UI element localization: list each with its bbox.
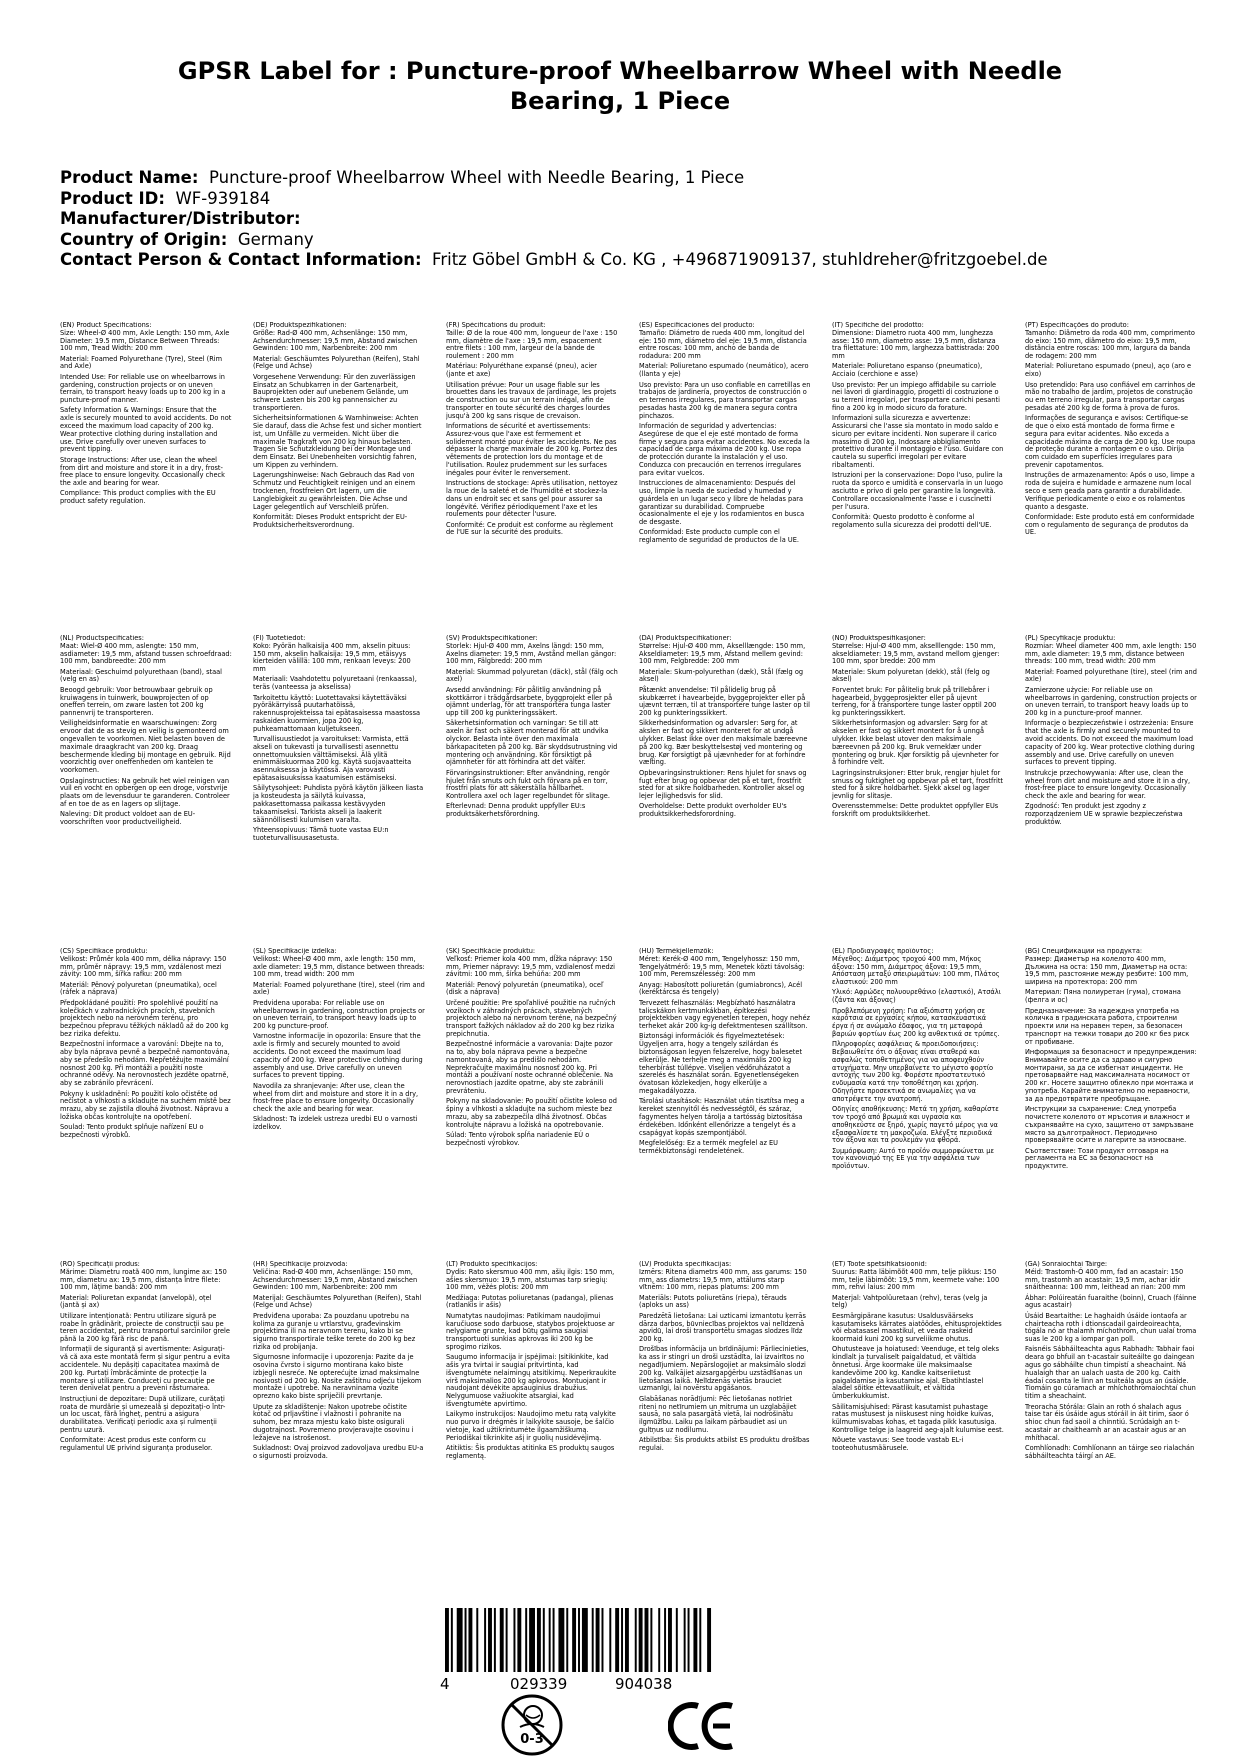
lang-paragraph: Utilizare intenționată: Pentru utilizare sigură pe roabe în grădinărit, proiecte de construcții sau pe teren accidentat, pentru transportul sarcinilor grele până la 200 kg fără risc de pană. — [60, 1311, 230, 1344]
barcode-bar — [668, 1608, 672, 1672]
lang-paragraph: Vorgesehene Verwendung: Für den zuverlässigen Einsatz an Schubkarren in der Gartenarbeit, Bauprojekten oder auf unebenem Gelände, um schwere Lasten bis 200 kg pannensicher zu transportieren. — [253, 372, 416, 412]
lang-paragraph: Πληροφορίες ασφάλειας & προειδοποιήσεις: Βεβαιωθείτε ότι ο άξονας είναι σταθερά και ασφαλώς τοποθετημένος για να αποφευχθούν ατυχήματα. Μην υπερβαίνετε το μέγιστο φορτίο αντοχής των 200 kg. Φορέστε προστατευτικό ενδυμασία κατά την τοποθέτηση και χρήση. Οδηγήστε προσεκτικά σε ανωμαλίες για να αποτρέψετε την ανατροπή. — [832, 1040, 994, 1103]
lang-block-hr — [253, 1261, 425, 1463]
contact-value: Fritz Göbel GmbH & Co. KG , +496871909137, stuhldreher@fritzgoebel.de — [432, 250, 1048, 269]
lang-paragraph: Numatytas naudojimas: Patikimam naudojimui karučiuose sodo darbuose, statybos projektuose ar nelygiame grunte, kad būtų galima saugiai transportuoti sunkias apkrovas iki 200 kg be sprogimo rizikos. — [446, 1311, 615, 1351]
lang-spec-heading: (FR) Spécifications du produit: Taille: Ø de la roue 400 mm, longueur de l'axe : 150 mm, diamètre de l'axe : 19,5 mm, espacement entre filets : 100 mm, largeur de la bande de roulement : 200 mm — [446, 322, 618, 361]
barcode-bar — [537, 1608, 541, 1672]
lang-block-fi — [253, 635, 425, 845]
lang-block-el — [832, 948, 1004, 1174]
barcode-bar — [488, 1608, 492, 1672]
lang-paragraph: Materiale: Poliuretano espanso (pneumatico), Acciaio (cerchione e asse) — [832, 362, 983, 379]
lang-paragraph: Navodila za shranjevanje: After use, clean the wheel from dirt and moisture and store it in a dry, frost-free place to ensure longevity. Occasionally check the axle and bearing for wear. — [253, 1081, 419, 1114]
manufacturer-label: Manufacturer/Distributor: — [60, 209, 301, 228]
barcode-bar — [484, 1608, 486, 1672]
lang-block-ga — [1025, 1261, 1197, 1463]
lang-paragraph: Upute za skladištenje: Nakon upotrebe očistite kotač od prljavštine i vlažnosti i pohranite na suhom, bez mraza mjestu kako biste osigurali dugotrajnost. Povremeno provjeravajte osovinu i ležajeve na istrošenost. — [253, 1402, 414, 1442]
lang-paragraph: Varnostne informacije in opozorila: Ensure that the axle is firmly and securely mounted to avoid accidents. Do not exceed the maximum load capacity of 200 kg. Wear protective clothing during assembly and use. Drive carefully on uneven surfaces to prevent tipping. — [253, 1032, 423, 1080]
lang-paragraph: Overholdelse: Dette produkt overholder EU's produktsikkerhedsforordning. — [639, 802, 787, 819]
lang-paragraph: Sikkerhetsinformasjon og advarsler: Sørg for at akselen er fast og sikkert montert for å unngå ulykker. Ikke belast utover den maksimale bæreevnen på 200 kg. Bruk verneklær under montering og bruk. Kjør forsiktig på ujevnheter for å forhindre velt. — [832, 719, 999, 767]
lang-paragraph: Uso pretendido: Para uso confiável em carrinhos de mão no trabalho de jardim, projetos de construção ou em terreno irregular, para transportar cargas pesadas até 200 kg de forma à prova de furos. — [1025, 380, 1196, 412]
country-label: Country of Origin: — [60, 229, 228, 249]
lang-paragraph: Efterlevnad: Denna produkt uppfyller EU:s produktsäkerhetsförordning. — [446, 802, 586, 819]
country-value: Germany — [237, 229, 314, 249]
barcode-bar — [615, 1608, 619, 1672]
product-id-value: WF-939184 — [175, 188, 271, 208]
lang-block-ro — [60, 1261, 232, 1455]
lang-block-no — [832, 635, 1004, 822]
product-name-row — [60, 168, 1200, 189]
lang-block-it — [832, 322, 1004, 532]
lang-paragraph: Materiale: Skum-polyurethan (dæk), Stål (fælg og aksel) — [639, 667, 804, 684]
lang-block-fr — [446, 322, 618, 540]
lang-paragraph: Medžiaga: Putotas poliuretanas (padanga), plienas (ratlankis ir ašis) — [446, 1293, 614, 1310]
lang-paragraph: Materijal: Geschäumtes Polyurethan (Reifen), Stahl (Felge und Achse) — [253, 1293, 422, 1310]
lang-block-hu — [639, 948, 811, 1158]
lang-paragraph: Konformität: Dieses Produkt entspricht der EU-Produktsicherheitsverordnung. — [253, 512, 408, 529]
barcode-bar — [468, 1608, 472, 1672]
lang-paragraph: Úsáid Beartaithe: Le haghaidh úsáide iontaofa ar chairteacha roth i dtionscadail gairdeoireachta, tógála nó ar thalamh míchothrom, chun ualaí troma suas le 200 kg a iompar gan poll. — [1025, 1311, 1197, 1344]
lang-spec-heading: (DA) Produktspecifikationer: Størrelse: Hjul-Ø 400 mm, Akselllængde: 150 mm, Akseldiameter: 19,5 mm, Afstand mellem gevind: 100 mm, Felgbredde: 200 mm — [639, 635, 806, 666]
lang-paragraph: Nõuete vastavus: See toode vastab EL-i tooteohutusmäärusele. — [832, 1436, 964, 1453]
lang-spec-heading: (RO) Specificații produs: Mărime: Diametru roată 400 mm, lungime ax: 150 mm, diametru ax: 19,5 mm, distanța între filete: 100 mm, lățime bandă: 200 mm — [60, 1261, 227, 1292]
lang-paragraph: Naleving: Dit product voldoet aan de EU-voorschriften voor productveiligheid. — [60, 810, 196, 827]
lang-spec-heading: (NL) Productspecificaties: Maat: Wiel-Ø 400 mm, aslengte: 150 mm, asdiameter: 19,5 mm, afstand tussen schroefdraad: 100 mm, bandbreedte: 200 mm — [60, 635, 232, 666]
lang-block-sv — [446, 635, 618, 822]
lang-paragraph: Informații de siguranță și avertismente: Asigurați-vă că axa este montată ferm și sigur pentru a evita accidentele. Nu depășiți capacitatea maximă de 200 kg. Purtați îmbrăcăminte de protecție la montare și utilizare. Conduceți cu precauție pe teren denivelat pentru a preveni răsturnarea. — [60, 1345, 230, 1393]
lang-paragraph: Förvaringsinstruktioner: Efter användning, rengör hjulet från smuts och fukt och förvara på en torr, frostfri plats för att säkerställa hållbarhet. Kontrollera axel och lager regelbundet för slitage. — [446, 768, 610, 801]
lang-paragraph: Tárolási utasítások: Használat után tisztítsa meg a kereket szennyitől és nedvességtől, és száraz, fagymentes helyen tárolja a tartósság biztosítása érdekében. Időnként ellenőrizze a tengelyt és a csapágyat kopás szempontjából. — [639, 1097, 805, 1137]
barcode-bar — [517, 1608, 521, 1672]
lang-paragraph: Säkerhetsinformation och varningar: Se till att axeln är fast och säkert monterad för att undvika olyckor. Belasta inte över den maximala bärkapaciteten på 200 kg. Bär skyddsutrustning vid montering och användning. Kör försiktigt på ojämnheter för att förhindra att det välter. — [446, 719, 618, 767]
lang-spec-heading: (HU) Termékjellemzők: Méret: Kerék-Ø 400 mm, Tengelyhossz: 150 mm, Tengelyátmérő: 19,5 mm, Menetek közti távolság: 100 mm, Peremszélesség: 200 mm — [639, 948, 805, 979]
lang-paragraph: Material: Poliuretano espumado (pneu), aço (aro e eixo) — [1025, 362, 1192, 379]
lang-spec-heading: (HR) Specifikacije proizvoda: Veličina: Rad-Ø 400 mm, Achsenlänge: 150 mm, Achsendurchmesser: 19,5 mm, Abstand zwischen Gewinden: 100 mm, Narbenbreite: 200 mm — [253, 1261, 418, 1292]
barcode-bar — [578, 1608, 580, 1672]
barcode-bar — [635, 1608, 637, 1672]
lang-paragraph: Materiał: Foamed polyurethane (tire), steel (rim and axle) — [1025, 667, 1197, 684]
lang-paragraph: Opslaginstructies: Na gebruik het wiel reinigen van vuil en vocht en opbergen op een droge, vorstvrije plaats om de levensduur te garanderen. Controleer af en toe de as en lagers op slijtage. — [60, 776, 230, 808]
lang-paragraph: Atitiktis: Šis produktas atitinka ES produktų saugos reglamentą. — [446, 1444, 615, 1460]
lang-paragraph: Předpokládané použití: Pro spolehlivé použití na kolečkách v zahradnických pracích, stavebních projektech nebo na nerovném terénu, pro bezpečnou přepravu těžkých nákladů až do 200 kg bez rizika defektu. — [60, 998, 229, 1038]
lang-paragraph: Drošības informācija un brīdinājumi: Pārliecinieties, ka ass ir stingri un droši uzstādīta, lai izvairītos no negadījumiem. Nepārslogojiet ar maksimālo slodzi 200 kg. Valkājiet aizsargapģērbu uzstādīšanas un lietošanas laikā. Nelīdzenās vietās brauciet uzmanīgi, lai novērstu apgāšanos. — [639, 1345, 809, 1393]
barcode-bar — [572, 1608, 576, 1672]
lang-paragraph: Soulad: Tento produkt splňuje nařízení EU o bezpečnosti výrobků. — [60, 1123, 204, 1140]
barcode-bar — [445, 1608, 449, 1672]
barcode-digits-right: 904038 — [615, 1675, 673, 1693]
lang-block-nl — [60, 635, 232, 829]
barcode-bar — [688, 1608, 690, 1672]
barcode-bar — [525, 1608, 527, 1672]
barcode-bar — [494, 1608, 496, 1672]
product-info — [60, 168, 1200, 271]
product-name-label: Product Name: — [60, 168, 199, 187]
lang-paragraph: Informations de sécurité et avertissements: Assurez-vous que l'axe est fermement et solidement monté pour éviter les accidents. Ne pas dépasser la charge maximale de 200 kg. Portez des vêtements de protection lors du montage et de l'utilisation. Roulez prudemment sur les surfaces inégales pour éviter le renversement. — [446, 422, 618, 477]
ce-mark-icon — [668, 1700, 736, 1752]
lang-block-et — [832, 1261, 1004, 1455]
lang-paragraph: Información de seguridad y advertencias: Asegúrese de que el eje esté montado de forma firme y segura para evitar accidentes. No exceda la capacidad de carga máxima de 200 kg. Use ropa de protección durante la instalación y el uso. Conduzca con precaución en terrenos irregulares para evitar vuelcos. — [639, 422, 810, 477]
lang-paragraph: Uso previsto: Per un impiego affidabile su carriole nei lavori di giardinaggio, progetti di costruzione o su terreni irregolari, per trasportare carichi pesanti fino a 200 kg in modo sicuro da forature. — [832, 380, 1000, 412]
lang-block-de — [253, 322, 425, 532]
lang-paragraph: Turvallisuustiedot ja varoitukset: Varmista, että akseli on tukevasti ja turvallisesti asennettu onnettomuuksien välttämiseksi. Älä ylitä enimmäiskuormaa 200 kg. Käytä suojavaatteita asennuksessa ja käytössä. Aja varovasti epätasaisuuksissa kaatumisen estämiseksi. — [253, 735, 412, 783]
barcode-digit-left: 4 — [440, 1675, 450, 1693]
lang-paragraph: Forventet bruk: For pålitelig bruk på trillebårer i hagearbeid, byggeprosjekter eller på ujevnt terreng, for å transportere tunge laster opptil 200 kg punkteringssikkert. — [832, 685, 997, 718]
lang-paragraph: Sigurnosne informacije i upozorenja: Pazite da je osovina čvrsto i sigurno montirana kako biste izbjegli nesreće. Ne opterećujte iznad maksimalne nosivosti od 200 kg. Nosite zaštitnu odjeću tijekom montaže i upotrebe. Na neravninama vozite oprezno kako biste spriječili prevrtanje. — [253, 1353, 422, 1401]
lang-paragraph: Bezpečnostné informácie a varovania: Dajte pozor na to, aby bola náprava pevne a bezpečne namontovaná, aby sa predišlo nehodám. Neprekračujte maximálnu nosnosť 200 kg. Pri montáži a používaní noste ochranné oblečenie. Na nerovnostiach jazdite opatrne, aby ste zabránili prevráteniu. — [446, 1040, 614, 1096]
lang-paragraph: Инструкции за съхранение: След употреба почистете колелото от мръсотия и влажност и съхранявайте на сухо, защитено от замръзване място за дълготрайност. Периодично проверявайте осите и лагерите за износване. — [1025, 1105, 1194, 1145]
barcode-bar — [684, 1608, 686, 1672]
lang-paragraph: Súlad: Tento výrobok spĺňa nariadenie EÚ o bezpečnosti výrobkov. — [446, 1131, 590, 1147]
lang-paragraph: Συμμόρφωση: Αυτό το προϊόν συμμορφώνεται με τον κανονισμό της ΕΕ για την ασφάλεια των προϊόντων. — [832, 1146, 995, 1171]
lang-spec-heading: (LT) Produkto specifikacijos: Dydis: Rato skersmuo 400 mm, ašių ilgis: 150 mm, ašies skersmuo: 19,5 mm, atstumas tarp sriegių: 100 mm, vėžės plotis: 200 mm — [446, 1261, 615, 1292]
lang-paragraph: Pokyny na skladovanie: Po použití očistite koleso od špiny a vlhkosti a skladujte na suchom mieste bez mrazu, aby sa zabezpečila dlhá životnosť. Občas kontrolujte nápravu a ložiská na opotrebovanie. — [446, 1097, 617, 1129]
barcode-bar — [625, 1608, 629, 1672]
lang-paragraph: Atbilstība: Šis produkts atbilst ES produktu drošības regulai. — [639, 1436, 810, 1453]
lang-paragraph: Storage Instructions: After use, clean the wheel from dirt and moisture and store it in a dry, frost-free place to ensure longevity. Occasionally check the axle and bearing for wear. — [60, 455, 225, 488]
lang-block-pt — [1025, 322, 1197, 540]
barcode-bar — [566, 1608, 568, 1672]
contact-label: Contact Person & Contact Information: — [60, 250, 422, 269]
lang-paragraph: Paredzētā lietošana: Lai uzticami izmantotu ķerrās dārza darbos, būvniecības projektos vai nelīdzenā apvidū, lai droši transportētu smagas slodzes līdz 200 kg. — [639, 1311, 806, 1344]
lang-paragraph: Bezpečnostní informace a varování: Dbejte na to, aby byla náprava pevně a bezpečně namontována, aby se předešlo nehodám. Nepřetěžujte maximální nosnost 200 kg. Při montáži a použití noste ochranné oděvy. Na nerovnostech jezděte opatrně, aby se zabránilo převrácení. — [60, 1040, 230, 1088]
lang-paragraph: Comhlíonadh: Comhlíonann an táirge seo rialachán sábháilteachta táirgí an AE. — [1025, 1444, 1195, 1460]
barcode-bar — [693, 1608, 697, 1672]
lang-block-sk — [446, 948, 618, 1150]
lang-paragraph: Predvidena uporaba: For reliable use on wheelbarrows in gardening, construction projects or on uneven terrain, to transport heavy loads up to 200 kg puncture-proof. — [253, 998, 425, 1031]
lang-paragraph: Megfelelőség: Ez a termék megfelel az EU termékbiztonsági rendeletének. — [639, 1138, 778, 1155]
lang-paragraph: Materjal: Vahtpolüuretaan (rehv), teras (velg ja telg) — [832, 1293, 988, 1310]
lang-paragraph: Saugumo informacija ir įspėjimai: Įsitikinkite, kad ašis yra tvirtai ir saugiai pritvirtinta, kad išvengtumėte nelaimingų atsitikimų. Neperkraukite virš maksimalios 200 kg apkrovos. Montuojant ir naudojant dėvėkite apsauginius drabužius. Nelygumuose važiuokite atsargiai, kad išvengtumėte apvirtimo. — [446, 1353, 617, 1409]
barcode-bar — [650, 1608, 652, 1672]
barcode-bar — [529, 1608, 535, 1672]
barcode-bar — [476, 1608, 478, 1672]
lang-paragraph: Compliance: This product complies with the EU product safety regulation. — [60, 489, 216, 506]
lang-paragraph: Sicherheitsinformationen & Warnhinweise: Achten Sie darauf, dass die Achse fest und sicher montiert ist, um Unfälle zu vermeiden. Nicht über die maximale Tragkraft von 200 kg hinaus belasten. Tragen Sie Schutzkleidung bei der Montage und dem Einsatz. Bei Unebenheiten vorsichtig fahren, um Kippen zu verhindern. — [253, 414, 422, 470]
lang-block-lt — [446, 1261, 618, 1463]
lang-paragraph: Material: Poliuretano espumado (neumático), acero (llanta y eje) — [639, 362, 809, 379]
lang-paragraph: Påtænkt anvendelse: Til pålidelig brug på skubkærret i havearbejde, byggeprojekter eller på ujævnt terræn, til at transportere tunge laster op til 200 kg punkteringssikkert. — [639, 685, 810, 718]
lang-spec-heading: (PL) Specyfikacje produktu: Rozmiar: Wheel diameter 400 mm, axle length: 150 mm, axle diameter: 19,5 mm, distance between threads: 100 mm, tread width: 200 mm — [1025, 635, 1197, 666]
lang-paragraph: Glabāšanas norādījumi: Pēc lietošanas notīriet riteni no netīrumiem un mitruma un uzglabājiet sausā, no sala pasargātā vietā, lai nodrošinātu ilgmūžību. Laiku pa laikam pārbaudiet asi un gultņus uz nodilumu. — [639, 1394, 797, 1434]
barcode-bar — [582, 1608, 588, 1672]
barcode-digits-mid: 029339 — [510, 1675, 568, 1693]
lang-paragraph: Materiāls: Putots poliuretāns (riepa), tērauds (aploks un ass) — [639, 1293, 787, 1310]
lang-spec-heading: (DE) Produktspezifikationen: Größe: Rad-Ø 400 mm, Achsenlänge: 150 mm, Achsendurchmesser: 19,5 mm, Abstand zwischen Gewinden: 100 mm, Narbenbreite: 200 mm — [253, 322, 418, 353]
lang-block-pl — [1025, 635, 1197, 829]
barcode-bar — [664, 1608, 666, 1672]
lang-paragraph: Säilytysohjeet: Puhdista pyörä käytön jälkeen liasta ja kosteudesta ja säilytä kuivassa, pakkasettomassa paikassa kestävyyden takaamiseksi. Tarkista akseli ja laakerit säännöllisesti kulumisen varalta. — [253, 784, 424, 824]
lang-paragraph: Предназначение: За надеждна употреба на количка в градинската работа, строителни проекти или на неравен терен, за безопасен транспорт на тежки товари до 200 кг без риск от пробиване. — [1025, 1006, 1190, 1046]
lang-paragraph: Materiaal: Geschuimd polyurethaan (band), staal (velg en as) — [60, 667, 223, 684]
lang-block-da — [639, 635, 811, 822]
lang-paragraph: Instructions de stockage: Après utilisation, nettoyez la roue de la saleté et de l'humidité et stockez-la dans un endroit sec et sans gel pour assurer sa longévité. Vérifiez périodiquement l'axe et les roulements pour détecter l'usure. — [446, 479, 618, 519]
lang-paragraph: Pokyny k uskladnění: Po použití kolo očistěte od nečistot a vlhkosti a skladujte na suchém místě bez mrazu, aby se zajistila dlouhá životnost. Nápravu a ložiska občas kontrolujte na opotřebení. — [60, 1089, 231, 1121]
lang-block-en — [60, 322, 232, 509]
lang-spec-heading: (IT) Specifiche del prodotto: Dimensione: Diametro ruota 400 mm, lunghezza asse: 150 mm, diametro asse: 19,5 mm, distanza tra filettature: 100 mm, larghezza battistrada: 200 mm — [832, 322, 1000, 361]
lang-paragraph: Predviđena uporaba: Za pouzdanu upotrebu na kolima za guranje u vrtlarstvu, građevinskim projektima ili na neravnom terenu, kako bi se sigurno transportirale teške terete do 200 kg bez rizika od probijanja. — [253, 1311, 416, 1351]
lang-paragraph: Avsedd användning: För pålitlig användning på skottkärror i trädgårdsarbete, byggprojekt eller på ojämnt underlag, för att transportera tunga laster upp till 200 kg punkteringssäkert. — [446, 685, 613, 718]
lang-paragraph: Faisnéis Sábháilteachta agus Rabhadh: Tabhair faoi deara go bhfuil an t-acastair suiteáilte go daingean agus go sábháilte chun timpistí a sheachaint. Ná hualaigh thar an ualach uasta de 200 kg. Caith éadaí cosanta le linn an tsuiteála agus an úsáide. Tiomáin go cúramach ar mhíchothromaíochtaí chun titim a sheachaint. — [1025, 1345, 1196, 1401]
barcode-bar — [457, 1608, 463, 1672]
lang-paragraph: Zgodność: Ten produkt jest zgodny z rozporządzeniem UE w sprawie bezpieczeństwa produktów. — [1025, 802, 1183, 827]
lang-spec-heading: (FI) Tuotetiedot: Koko: Pyörän halkaisija 400 mm, akselin pituus: 150 mm, akselin halkaisija: 19,5 mm, etäisyys kierteiden välillä: 100 mm, renkaan leveys: 200 mm — [253, 635, 411, 674]
barcode — [445, 1608, 713, 1672]
lang-paragraph: Beoogd gebruik: Voor betrouwbaar gebruik op kruiwagens in tuinwerk, bouwprojecten of op oneffen terrein, om zware lasten tot 200 kg pannenvrij te transporteren. — [60, 685, 213, 718]
lang-paragraph: Съответствие: Този продукт отговаря на регламента на ЕС за безопасност на продуктите. — [1025, 1146, 1169, 1171]
lang-spec-heading: (SV) Produktspecifikationer: Storlek: Hjul-Ø 400 mm, Axelns längd: 150 mm, Axelns diameter: 19,5 mm, Avstånd mellan gängor: 100 mm, Fälgbredd: 200 mm — [446, 635, 617, 666]
lang-paragraph: Material: Foamed Polyurethane (Tyre), Steel (Rim and Axle) — [60, 354, 223, 371]
manufacturer-row — [60, 209, 1200, 230]
lang-paragraph: Materiale: Skum polyuretan (dekk), stål (felg og aksel) — [832, 667, 990, 684]
barcode-bar — [658, 1608, 660, 1672]
barcode-bar — [676, 1608, 678, 1672]
lang-paragraph: Материал: Пяна полиуретан (гума), стомана (фелга и ос) — [1025, 988, 1181, 1005]
lang-spec-heading: (LV) Produkta specifikācijas: Izmērs: Ritena diametrs 400 mm, ass garums: 150 mm, ass diametrs: 19,5 mm, attālums starp vītnēm: 100 mm, riepas platums: 200 mm — [639, 1261, 807, 1292]
lang-paragraph: Istruzioni per la conservazione: Dopo l'uso, pulire la ruota da sporco e umidità e conservarla in un luogo asciutto e privo di gelo per garantire la longevità. Controllare occasionalmente l'asse e i cuscinetti per l'usura. — [832, 471, 1003, 511]
lang-paragraph: Material: Geschäumtes Polyurethan (Reifen), Stahl (Felge und Achse) — [253, 354, 420, 371]
lang-paragraph: Lagringsinstruksjoner: Etter bruk, rengjør hjulet for smuss og fuktighet og oppbevar på et tørt, frostfritt sted for å sikre holdbarhet. Sjekk aksel og lager jevnlig for slitasje. — [832, 768, 1004, 801]
lang-paragraph: Sikkerhedsinformation og advarsler: Sørg for, at akslen er fast og sikkert monteret for at undgå ulykker. Belast ikke over den maksimale bæreevne på 200 kg. Bær beskyttelsestøj ved montering og brug. Kør forsigtigt på ujævnheder for at forhindre vælting. — [639, 719, 808, 767]
lang-block-cs — [60, 948, 232, 1142]
product-id-label: Product ID: — [60, 188, 165, 208]
lang-paragraph: Conformidade: Este produto está em conformidade com o regulamento de segurança de produtos da UE. — [1025, 512, 1195, 537]
barcode-bar — [506, 1608, 508, 1672]
lang-paragraph: Tarkoitettu käyttö: Luotettavaksi käytettäväksi pyöräkärryissä puutarhatöissä, rakennusprojekteissa tai epätasaisessa maastossa raskaiden kuormien, jopa 200 kg, puhkeamattomaan kuljetukseen. — [253, 693, 421, 733]
lang-paragraph: Conformité: Ce produit est conforme au règlement de l'UE sur la sécurité des produits. — [446, 520, 614, 537]
lang-paragraph: Ohutusteave ja hoiatused: Veenduge, et telg oleks kindlalt ja turvaliselt paigaldatud, et vältida õnnetusi. Ärge koormake üle maksimaalse kandevõime 200 kg. Kandke kaitseriietust paigaldamise ja kasutamise ajal. Ebatihtlastel aladel sõitke ettevaatlikult, et vältida ümberkukkumist. — [832, 1345, 1000, 1401]
lang-paragraph: Instrukcje przechowywania: After use, clean the wheel from dirt and moisture and store it in a dry, frost-free place to ensure longevity. Occasionally check the axle and bearing for wear. — [1025, 768, 1191, 801]
lang-spec-heading: (ES) Especificaciones del producto: Tamaño: Diámetro de rueda 400 mm, longitud del eje: 150 mm, diámetro del eje: 19,5 mm, distancia entre roscas: 100 mm, ancho de banda de rodadura: 200 mm — [639, 322, 807, 361]
lang-paragraph: Ábhar: Polúireatán fuaraithe (boinn), Cruach (fáinne agus acastair) — [1025, 1293, 1197, 1310]
lang-spec-heading: (EN) Product Specifications: Size: Wheel-Ø 400 mm, Axle Length: 150 mm, Axle Diameter: 19.5 mm, Distance Between Threads: 100 mm, Tread Width: 200 mm — [60, 322, 230, 353]
country-row — [60, 230, 1200, 251]
lang-paragraph: Προβλεπόμενη χρήση: Για αξιόπιστη χρήση σε καρότσια σε εργασίες κήπου, κατασκευαστικά έργα ή σε ανώμαλο έδαφος, για τη μεταφορά βαριών φορτίων έως 200 kg ανθεκτικά σε τρύπες. — [832, 1006, 1000, 1038]
lang-paragraph: Material: Poliuretan expandat (anvelopă), oțel (jantă și ax) — [60, 1293, 212, 1310]
lang-spec-heading: (ET) Toote spetsifikatsioonid: Suurus: Ratta läbimõõt 400 mm, telje pikkus: 150 mm, telje läbimõõt: 19,5 mm, keermete vahe: 100 mm, rehvi laius: 200 mm — [832, 1261, 1000, 1292]
lang-block-sl — [253, 948, 425, 1135]
lang-spec-heading: (CS) Specifikace produktu: Velikost: Průměr kola 400 mm, délka nápravy: 150 mm, průměr nápravy: 19,5 mm, vzdálenost mezi závity: 100 mm, šířka rafku: 200 mm — [60, 948, 227, 979]
lang-paragraph: Treoracha Stórála: Glain an roth ó shalach agus taise tar éis úsáide agus stóráil in áit tirim, saor ó shioc chun fad saoil a chinntiú. Scrúdaigh an t-acastair ar chaitheamh ar an acastair agus ar an mhíthacal. — [1025, 1402, 1189, 1442]
lang-paragraph: Conformidad: Este producto cumple con el reglamento de seguridad de productos de la UE. — [639, 528, 799, 545]
lang-paragraph: Instruções de armazenamento: Após o uso, limpe a roda de sujeira e humidade e armazene num local seco e sem geada para garantir a durabilidade. Verifique periodicamente o eixo e os rolamentos quanto a desgaste. — [1025, 471, 1195, 511]
lang-paragraph: Lagerungshinweise: Nach Gebrauch das Rad von Schmutz und Feuchtigkeit reinigen und an einem trockenen, frostfreien Ort lagern, um die Langlebigkeit zu gewährleisten. Die Achse und Lager gelegentlich auf Verschleiß prüfen. — [253, 471, 416, 511]
barcode-bar — [699, 1608, 701, 1672]
barcode-bar — [592, 1608, 594, 1672]
lang-paragraph: Safety Information & Warnings: Ensure that the axle is securely mounted to avoid accidents. Do not exceed the maximum load capacity of 200 kg. Wear protective clothing during installation and use. Drive carefully over uneven surfaces to prevent tipping. — [60, 406, 232, 454]
barcode-bar — [596, 1608, 600, 1672]
lang-paragraph: Matériau: Polyuréthane expansé (pneu), acier (jante et axe) — [446, 362, 597, 379]
barcode-bar — [465, 1608, 467, 1672]
lang-paragraph: Material: Foamed polyurethane (tire), steel (rim and axle) — [253, 980, 425, 997]
lang-paragraph: Υλικό: Αφρώδες πολυουρεθάνιο (ελαστικό), Ατσάλι (ζάντα και άξονας) — [832, 988, 1001, 1005]
lang-paragraph: Tervezett felhasználás: Megbízható használatra talicskákon kertmunkákban, építkezési projektekben vagy egyenetlen terepen, hogy nehéz terheket akár 200 kg-ig defektmentesen szállítson. — [639, 998, 810, 1031]
no-children-0-3-icon — [500, 1693, 564, 1757]
product-name-value: Puncture-proof Wheelbarrow Wheel with Needle Bearing, 1 Piece — [208, 168, 745, 187]
lang-spec-heading: (PT) Especificações do produto: Tamanho: Diâmetro da roda 400 mm, comprimento do eixo: 150 mm, diâmetro do eixo: 19,5 mm, distância entre roscas: 100 mm, largura da banda de rodagem: 200 mm — [1025, 322, 1195, 361]
contact-row — [60, 250, 1200, 271]
lang-spec-heading: (NO) Produktspesifikasjoner: Størrelse: Hjul-Ø 400 mm, akselllengde: 150 mm, akseldiameter: 19,5 mm, avstand mellom gjenger: 100 mm, spor bredde: 200 mm — [832, 635, 1000, 666]
lang-paragraph: Material: Skummad polyuretan (däck), stål (fälg och axel) — [446, 667, 618, 684]
barcode-bar — [549, 1608, 551, 1672]
lang-spec-heading: (EL) Προδιαγραφές προϊόντος: Μέγεθος: Διάμετρος τροχού 400 mm, Μήκος άξονα: 150 mm, Διάμετρος άξονα: 19,5 mm, Απόσταση μεταξύ σπειρωμάτων: 100 mm, Πλάτος ελαστικού: 200 mm — [832, 948, 1000, 987]
lang-paragraph: Utilisation prévue: Pour un usage fiable sur les brouettes dans les travaux de jardinage, les projets de construction ou sur un terrain inégal, afin de transporter en toute sécurité des charges lourdes jusqu'à 200 kg sans risque de crevaison. — [446, 380, 617, 420]
lang-paragraph: Instrucciones de almacenamiento: Después del uso, limpie la rueda de suciedad y humedad y guárdela en un lugar seco y libre de heladas para garantizar su durabilidad. Compruebe ocasionalmente el eje y los rodamientos en busca de desgaste. — [639, 479, 805, 527]
lang-paragraph: Materiaali: Vaahdotettu polyuretaani (renkaassa), teräs (vanteessa ja akselissa) — [253, 675, 417, 692]
lang-paragraph: Informações de segurança e avisos: Certifique-se de que o eixo está montado de forma firme e segura para evitar acidentes. Não exceda a capacidade máxima de carga de 200 kg. Use roupa de proteção durante a montagem e o uso. Dirija com cuidado em superfícies irregulares para prevenir capotamentos. — [1025, 414, 1196, 470]
lang-paragraph: Информация за безопасност и предупреждения: Внимавайте осите да са здраво и сигурно монтирани, за да се избегнат инциденти. Не претоварвайте над максималната носимост от 200 кг. Носете защитно облекло при монтажа и употреба. Карайте внимателно по неравности, за да предотвратите преобръщане. — [1025, 1048, 1197, 1103]
lang-paragraph: Yhteensopivuus: Tämä tuote vastaa EU:n tuoteturvallisuusasetusta. — [253, 825, 389, 842]
barcode-bar — [500, 1608, 504, 1672]
lang-paragraph: Informazioni sulla sicurezza e avvertenze: Assicurarsi che l'asse sia montato in modo saldo e sicuro per evitare incidenti. Non superare il carico massimo di 200 kg. Indossare abbigliamento protettivo durante il montaggio e l'uso. Guidare con cautela su superfici irregolari per evitare ribaltamenti. — [832, 414, 1004, 470]
barcode-bar — [553, 1608, 555, 1672]
lang-paragraph: Instrucțiuni de depozitare: După utilizare, curățați roata de murdărie și umezeală și depozitați-o într-un loc uscat, fără îngheț, pentru a asigura durabilitatea. Verificați periodic axa și rulmenții pentru uzură. — [60, 1394, 226, 1434]
lang-paragraph: Sukladnost: Ovaj proizvod zadovoljava uredbu EU-a o sigurnosti proizvoda. — [253, 1444, 424, 1460]
product-id-row — [60, 189, 1200, 210]
lang-paragraph: Eesmärgipärane kasutus: Usaldusväärseks kasutamiseks kärrates aiatöödes, ehitusprojektides või ebatasasel maastikul, et veada raskeid koormaid kuni 200 kg surveliikme ohutus. — [832, 1311, 1002, 1344]
lang-paragraph: Biztonsági információk és figyelmeztetések: Ügyeljen arra, hogy a tengely szilárdan és biztonságosan legyen felszerelve, hogy balesetet elkerülje. Ne terhelje meg a maximális 200 kg teherbírást túllépve. Viseljen védőruházatot a szerelés és használat során. Egyenetlenségeken óvatosan közlekedjen, hogy elkerülje a megakadályozza. — [639, 1032, 803, 1096]
barcode-bar — [707, 1608, 711, 1672]
lang-paragraph: Materiál: Penový polyuretán (pneumatika), oceľ (disk a náprava) — [446, 980, 604, 997]
lang-spec-heading: (SL) Specifikacije izdelka: Velikost: Wheel-Ø 400 mm, axle length: 150 mm, axle diameter: 19,5 mm, distance between threads: 100 mm, tread width: 200 mm — [253, 948, 425, 979]
lang-paragraph: Opbevaringsinstruktioner: Rens hjulet for snavs og fugt efter brug og opbevar det på et tørt, frostfrit sted for at sikre holdbarheden. Kontroller aksel og lejer lejlighedsvis for slid. — [639, 768, 807, 801]
lang-paragraph: Overensstemmelse: Dette produktet oppfyller EUs forskrift om produktsikkerhet. — [832, 802, 999, 819]
barcode-bar — [621, 1608, 623, 1672]
lang-paragraph: Informacje o bezpieczeństwie i ostrzeżenia: Ensure that the axle is firmly and securely mounted to avoid accidents. Do not exceed the maximum load capacity of 200 kg. Wear protective clothing during assembly and use. Drive carefully on uneven surfaces to prevent tipping. — [1025, 719, 1195, 767]
lang-paragraph: Säilitamisjuhised: Pärast kasutamist puhastage ratas mustusest ja niiskusest ning hoidke kuivas, külmumisvabas kohas, et tagada pikk kasutusiga. Kontrollige telge ja laagreid aeg-ajalt kulumise eest. — [832, 1402, 1004, 1434]
lang-paragraph: Veiligheidsinformatie en waarschuwingen: Zorg ervoor dat de as stevig en veilig is gemonteerd om ongevallen te voorkomen. Niet belasten boven de maximale draagkracht van 200 kg. Draag beschermende kleding bij montage en gebruik. Rijd voorzichtig over oneffenheden om kantelen te voorkomen. — [60, 719, 231, 775]
lang-paragraph: Anyag: Habosított poliuretán (gumiabroncs), Acél (keréktárcsa és tengely) — [639, 980, 803, 997]
age-label: 0-3 — [520, 1732, 544, 1747]
lang-paragraph: Laikymo instrukcijos: Naudojimo metu ratą valykite nuo purvo ir drėgmės ir laikykite sausoje, be šalčio vietoje, kad užtikrintumėte ilgaamžiškumą. Periodiškai tikrinkite ašį ir guolių nusidėvėjimą. — [446, 1410, 616, 1442]
lang-paragraph: Conformitate: Acest produs este conform cu regulamentul UE privind siguranța produselor. — [60, 1436, 213, 1453]
lang-block-lv — [639, 1261, 811, 1455]
lang-paragraph: Οδηγίες αποθήκευσης: Μετά τη χρήση, καθαρίστε τον τροχό από βρωμιά και υγρασία και αποθηκεύστε σε ξηρό, χωρίς παγετό μέρος για να εξασφαλίσετε τη μακροζωία. Ελέγξτε περιοδικά τον άξονα και τα ρουλεμάν για φθορά. — [832, 1105, 999, 1145]
lang-paragraph: Uso previsto: Para un uso confiable en carretillas en trabajos de jardinería, proyectos de construcción o en terrenos irregulares, para transportar cargas pesadas hasta 200 kg de manera segura contra pinchazos. — [639, 380, 811, 420]
barcode-bar — [558, 1608, 564, 1672]
barcode-bar — [602, 1608, 604, 1672]
barcode-bar — [451, 1608, 453, 1672]
page-title: GPSR Label for : Puncture-proof Wheelbarrow Wheel with Needle Bearing, 1 Piece — [177, 57, 1063, 115]
lang-spec-heading: (SK) Špecifikácie produktu: Veľkosť: Priemer kola 400 mm, dĺžka nápravy: 150 mm, Priemer nápravy: 19,5 mm, vzdialenosť medzi závitmi: 100 mm, šírka behúňa: 200 mm — [446, 948, 615, 979]
lang-spec-heading: (GA) Sonraíochtaí Táirge: Méid: Trastomh-Ó 400 mm, fad an acastair: 150 mm, trastomh an acastair: 19,5 mm, achar idir snáitheanna: 100 mm, leithead an rian: 200 mm — [1025, 1261, 1186, 1292]
lang-spec-heading: (BG) Спецификации на продукта: Размер: Диаметър на колелото 400 mm, Дължина на оста: 150 mm, Диаметър на оста: 19,5 mm, разстояние между резбите: 100 mm, ширина на протектора: 200 mm — [1025, 948, 1189, 987]
lang-block-es — [639, 322, 811, 548]
barcode-bar — [609, 1608, 611, 1672]
lang-paragraph: Materiál: Pěnový polyuretan (pneumatika), ocel (ráfek a náprava) — [60, 980, 217, 997]
barcode-digits — [440, 1675, 730, 1695]
lang-block-bg — [1025, 948, 1197, 1174]
lang-paragraph: Zamierzone użycie: For reliable use on wheelbarrows in gardening, construction projects or on uneven terrain, to transport heavy loads up to 200 kg in a puncture-proof manner. — [1025, 685, 1197, 718]
barcode-bar — [513, 1608, 515, 1672]
lang-paragraph: Intended Use: For reliable use on wheelbarrows in gardening, construction projects or on uneven terrain, to transport heavy loads up to 200 kg in a puncture-proof manner. — [60, 372, 226, 405]
lang-paragraph: Skladnost: Ta izdelek ustreza uredbi EU o varnosti izdelkov. — [253, 1115, 418, 1132]
barcode-bar — [543, 1608, 545, 1672]
lang-paragraph: Conformità: Questo prodotto è conforme al regolamento sulla sicurezza dei prodotti dell'UE. — [832, 512, 992, 529]
barcode-bar — [645, 1608, 649, 1672]
barcode-bar — [639, 1608, 643, 1672]
lang-paragraph: Určené použitie: Pre spoľahlivé použitie na ručných vozíkoch v záhradných prácach, stavebných projektoch alebo na nerovnom teréne, na bezpečný transport ťažkých nákladov až do 200 kg bez rizika prepichnutia. — [446, 998, 617, 1038]
